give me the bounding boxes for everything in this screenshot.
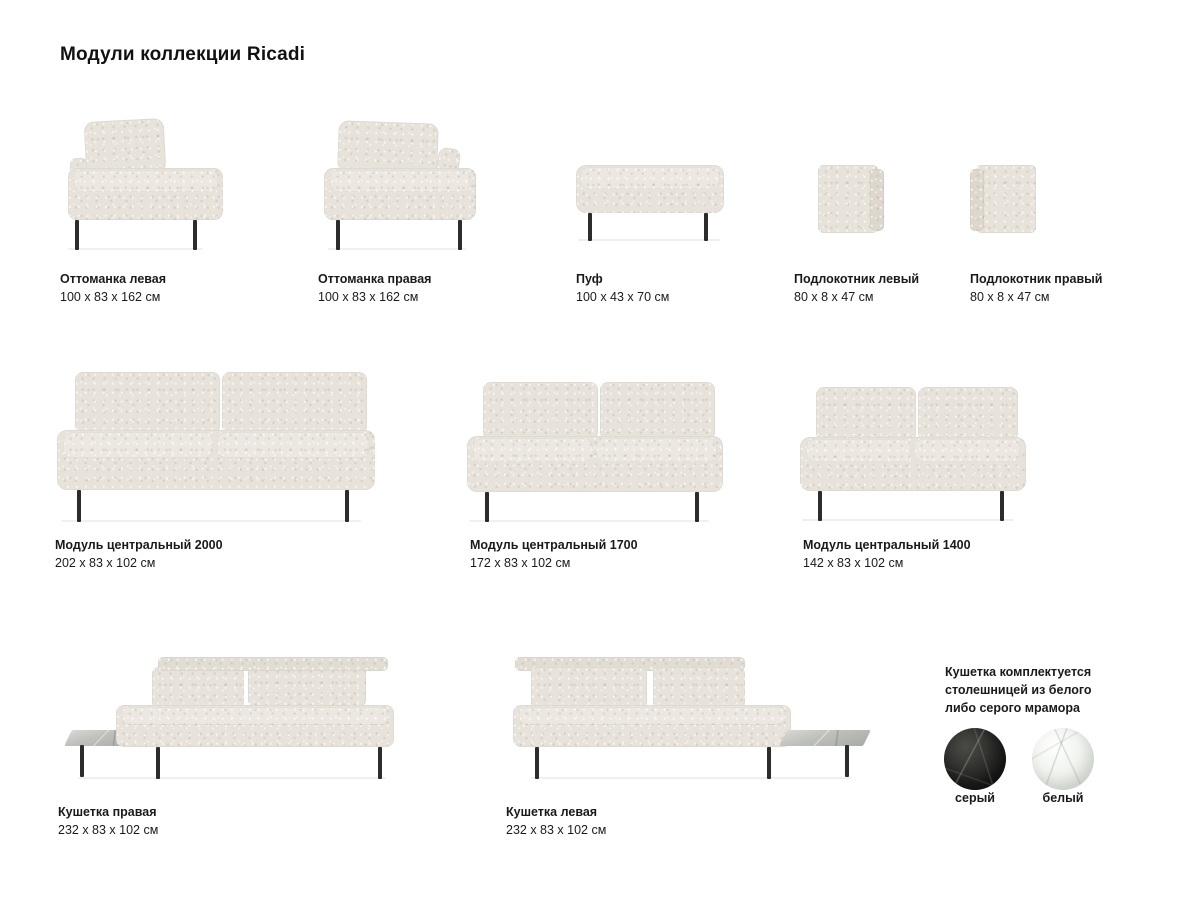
product-dims: 80 x 8 x 47 см bbox=[794, 290, 874, 304]
product-caption-module-1700 bbox=[470, 536, 638, 572]
armrest-panel bbox=[818, 165, 878, 233]
cushion-back-left bbox=[483, 382, 598, 440]
marble-tabletop bbox=[779, 730, 871, 746]
cushion-back-right bbox=[918, 387, 1018, 441]
marble-note: Кушетка комплектуется столешницей из белого либо серого мрамора bbox=[945, 665, 1092, 715]
leg bbox=[75, 220, 79, 250]
leg bbox=[818, 491, 822, 521]
leg bbox=[485, 492, 489, 522]
leg bbox=[588, 213, 592, 241]
product-dims: 232 x 83 x 102 см bbox=[58, 823, 159, 837]
product-dims: 80 x 8 x 47 см bbox=[970, 290, 1050, 304]
swatch-white[interactable] bbox=[1032, 728, 1094, 790]
swatch-grey-label: серый bbox=[955, 791, 995, 805]
product-name: Пуф bbox=[576, 272, 603, 286]
product-figure-module-1400 bbox=[798, 385, 1038, 525]
marble-veins bbox=[944, 728, 1006, 790]
leg bbox=[156, 747, 160, 779]
cushion-back-right bbox=[248, 665, 366, 707]
product-caption-daybed-left bbox=[506, 803, 606, 839]
seat-cushion bbox=[74, 170, 218, 192]
leg bbox=[704, 213, 708, 241]
product-caption-module-1400 bbox=[803, 536, 971, 572]
product-figure-module-1700 bbox=[465, 380, 735, 525]
product-name: Кушетка левая bbox=[506, 805, 598, 819]
product-dims: 100 x 83 x 162 см bbox=[60, 290, 161, 304]
leg bbox=[1000, 491, 1004, 521]
product-name: Подлокотник правый bbox=[970, 272, 1103, 286]
product-dims: 142 x 83 x 102 см bbox=[803, 556, 904, 570]
leg bbox=[695, 492, 699, 522]
product-figure-armrest-left bbox=[818, 165, 928, 255]
leg bbox=[378, 747, 382, 779]
product-figure-module-2000 bbox=[55, 370, 395, 525]
product-caption-ottoman-left bbox=[60, 270, 166, 306]
product-name: Кушетка правая bbox=[58, 805, 157, 819]
product-dims: 100 x 83 x 162 см bbox=[318, 290, 419, 304]
product-caption-pouf bbox=[576, 270, 669, 306]
product-figure-ottoman-left bbox=[60, 110, 250, 250]
cushion-back-right bbox=[653, 667, 745, 709]
product-dims: 172 x 83 x 102 см bbox=[470, 556, 571, 570]
product-name: Оттоманка правая bbox=[318, 272, 432, 286]
product-name: Оттоманка левая bbox=[60, 272, 167, 286]
product-caption-daybed-right bbox=[58, 803, 158, 839]
product-figure-ottoman-right bbox=[318, 110, 508, 250]
cushion-back-right bbox=[600, 382, 715, 440]
product-caption-armrest-right bbox=[970, 270, 1102, 306]
armrest-panel bbox=[976, 165, 1036, 233]
product-figure-pouf bbox=[576, 165, 736, 255]
seat-cushion-right bbox=[596, 438, 717, 462]
leg bbox=[458, 220, 462, 250]
cushion-back-left bbox=[531, 667, 647, 709]
leg bbox=[193, 220, 197, 250]
product-figure-armrest-right bbox=[970, 165, 1080, 255]
product-caption-ottoman-right bbox=[318, 270, 431, 306]
page-title: Модули коллекции Ricadi bbox=[60, 44, 306, 65]
back-panel bbox=[158, 657, 388, 671]
armrest-side-edge bbox=[970, 169, 984, 231]
seat-cushion-right bbox=[217, 432, 369, 458]
armrest-side-edge bbox=[870, 169, 884, 231]
seat-cushion-left bbox=[63, 432, 213, 458]
seat-cushion-left bbox=[806, 439, 911, 462]
seat-cushion bbox=[330, 170, 470, 192]
product-name: Модуль центральный 1400 bbox=[803, 538, 971, 552]
product-dims: 100 x 43 x 70 см bbox=[576, 290, 670, 304]
cushion-back-left bbox=[152, 667, 244, 709]
seat-cushion bbox=[519, 707, 785, 725]
leg bbox=[845, 745, 849, 777]
product-dims: 202 x 83 x 102 см bbox=[55, 556, 156, 570]
cushion-back-left bbox=[816, 387, 916, 441]
marble-veins bbox=[1032, 728, 1094, 790]
leg bbox=[336, 220, 340, 250]
swatch-grey[interactable] bbox=[944, 728, 1006, 790]
leg bbox=[77, 490, 81, 522]
swatch-white-label: белый bbox=[1042, 791, 1084, 805]
leg bbox=[535, 747, 539, 779]
seat-cushion-left bbox=[473, 438, 593, 462]
product-figure-daybed-left bbox=[505, 645, 885, 790]
leg bbox=[345, 490, 349, 522]
product-caption-module-2000 bbox=[55, 536, 223, 572]
product-dims: 232 x 83 x 102 см bbox=[506, 823, 607, 837]
leg bbox=[80, 745, 84, 777]
product-figure-daybed-right bbox=[68, 645, 428, 790]
cushion-back-left bbox=[75, 372, 220, 434]
seat-cushion-right bbox=[914, 439, 1020, 462]
leg bbox=[767, 747, 771, 779]
product-name: Модуль центральный 2000 bbox=[55, 538, 223, 552]
product-name: Модуль центральный 1700 bbox=[470, 538, 638, 552]
pouf-top bbox=[580, 167, 720, 189]
cushion-back-right bbox=[222, 372, 367, 434]
seat-cushion bbox=[122, 707, 388, 725]
product-caption-armrest-left bbox=[794, 270, 919, 306]
product-name: Подлокотник левый bbox=[794, 272, 920, 286]
